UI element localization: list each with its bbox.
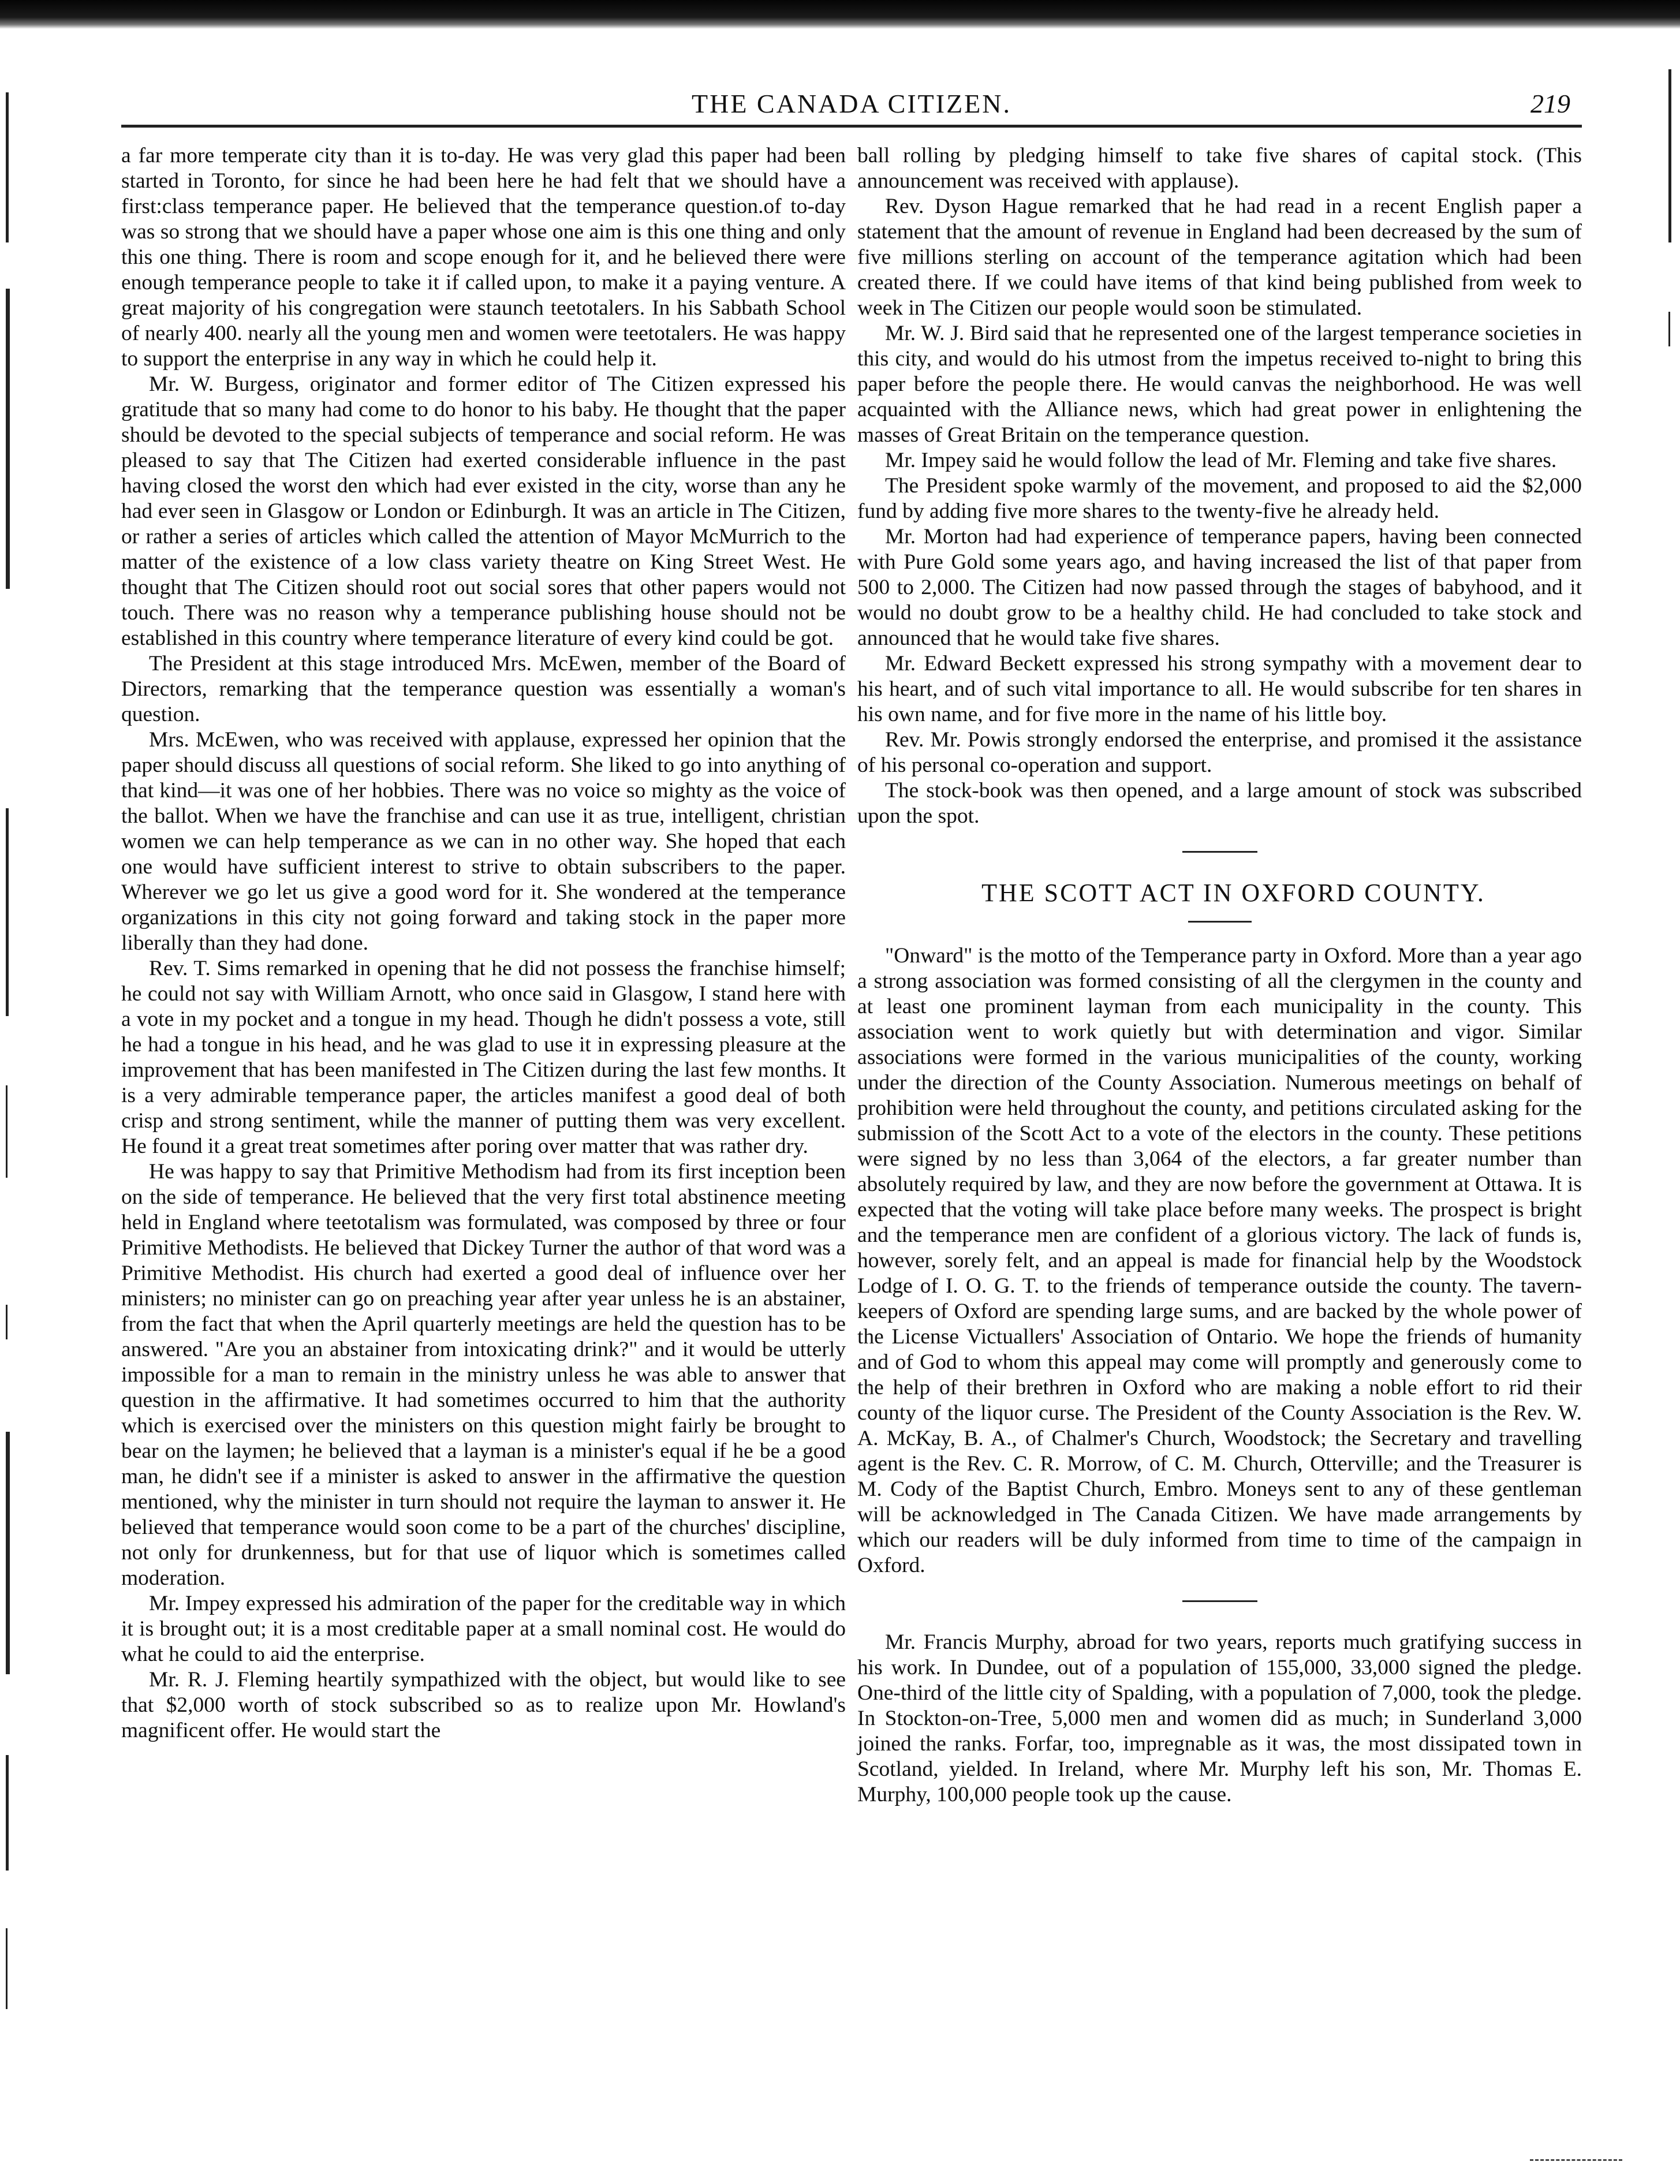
page-number: 219 [1530,89,1570,118]
paragraph: Mr. R. J. Fleming heartily sympathized with the object, but would like to see that $2,000 worth of stock subscribed so as to realize upon Mr. Howland's magnificent offer. He would start the [121,1668,846,1742]
paragraph: He was happy to say that Primitive Methodism had from its first inception been on the side of temperance. He believed that the very first total abstinence meeting held in England where teetotalism was formulated, was composed by three or four Primitive Methodists. He believed that Dickey Turner the author of that word was a Primitive Methodist. His church had exerted a good deal of influence over her ministers; no minister can go on preaching year after year unless he is an abstainer, from the fact that when the April quarterly meetings are held the question has to be answered. "Are you an abstainer from intoxicating drink?" and it would be utterly impossible for a man to remain in the ministry unless he was able to answer that question in the affirmative. It had sometimes occurred to him that the authority which is exercised over the ministers on this question might fairly be brought to bear on the laymen; he believed that a layman is a minister's equal if he be a good man, he didn't see if a minister is asked to answer in the affirmative the question mentioned, why the minister in turn should not require the layman to answer it. He believed that temperance would soon come to be a part of the churches' discipline, not only for drunkenness, but for that use of liquor which is sometimes called moderation. [121,1160,846,1590]
murphy-body: Mr. Francis Murphy, abroad for two years, reports much gratifying success in his work. In Dundee, out of a population of 155,000, 33,000 signed the pledge. One-third of the little city of Spalding, with a population of 7,000, took the pledge. In Stockton-on-Tree, 5,000 men and women did as much; in Sunderland 3,000 joined the ranks. Forfar, too, impregnable as it was, the most dissipated town in Scotland, yielded. In Ireland, where Mr. Murphy left his son, Mr. Thomas E. Murphy, 100,000 people took up the cause. [857,1630,1582,1806]
paragraph: Rev. T. Sims remarked in opening that he did not possess the franchise himself; he could not say with William Arnott, who once said in Glasgow, I stand here with a vote in my pocket and a tongue in my head. Though he didn't possess a vote, still he had a tongue in his head, and he was glad to use it in expressing pleasure at the improvement that has been manifested in The Citizen during the last few months. It is a very admirable temperance paper, the articles manifest a good deal of both crisp and strong sentiment, while the manner of putting them was very excellent. He found it a great treat sometimes after poring over matter that was rather dry. [121,957,846,1158]
paragraph: ball rolling by pledging himself to take five shares of capital stock. (This announcement was received with applause). [857,144,1582,193]
paragraph: Mr. Morton had had experience of temperance papers, having been connected with Pure Gold some years ago, and having increased the list of that paper from 500 to 2,000. The Citizen had now passed through the stages of babyhood, and it would no doubt grow to be a healthy child. He had concluded to take stock and announced that he would take five shares. [857,525,1582,650]
bottom-edge-mark [1530,2159,1622,2161]
paragraph: Mr. Edward Beckett expressed his strong sympathy with a movement dear to his heart, and of such vital importance to all. He would subscribe for ten shares in his own name, and for five more in the name of his little boy. [857,652,1582,726]
paragraph: The stock-book was then opened, and a large amount of stock was subscribed upon the spot. [857,779,1582,828]
paragraph: Rev. Mr. Powis strongly endorsed the enterprise, and promised it the assistance of his personal co-operation and support. [857,728,1582,777]
paragraph: Mr. Impey expressed his admiration of the paper for the creditable way in which it is brought out; it is a most creditable paper at a small nominal cost. He would do what he could to aid the enterprise. [121,1592,846,1666]
header-rule [121,125,1582,128]
paragraph: The President spoke warmly of the movement, and proposed to aid the $2,000 fund by adding five more shares to the twenty-five he already held. [857,474,1582,523]
newspaper-title: THE CANADA CITIZEN. [692,89,1011,118]
right-margin-marks [1659,69,1680,2090]
section-divider [1182,851,1257,853]
paragraph: Mrs. McEwen, who was received with applause, expressed her opinion that the paper should discuss all questions of social reform. She liked to go into anything of that kind—it was one of her hobbies. There was no voice so mighty as the voice of the ballot. When we have the franchise and can use it as true, intelligent, christian women we can help temperance as we can in no other way. She hoped that each one would have sufficient interest to strive to obtain subscribers to the paper. Wherever we go let us give a good word for it. She wondered at the temperance organizations in this city not going forward and taking stock in the paper more liberally than they had done. [121,728,846,955]
section-divider [1182,1600,1257,1602]
left-margin-marks [0,92,21,2055]
paragraph: Mr. W. Burgess, originator and former editor of The Citizen expressed his gratitude that so many had come to do honor to his baby. He thought that the paper should be devoted to the special subjects of temperance and social reform. He was pleased to say that The Citizen had exerted considerable influence in the past having closed the worst den which had ever existed in the city, worse than any he had ever seen in Glasgow or London or Edinburgh. It was an article in The Citizen, or rather a series of articles which called the attention of Mayor McMurrich to the matter of the existence of a low class variety theatre on King Street West. He thought that The Citizen should root out social sores that other papers would not touch. There was no reason why a temperance publishing house should not be established in this country where temperance literature of every kind could be got. [121,372,846,650]
title-underline [1188,921,1252,923]
left-column [121,143,846,1744]
paragraph: Mr. W. J. Bird said that he represented one of the largest temperance societies in this city, and would do his utmost from the impetus received to-night to bring this paper before the people there. He would canvas the neighborhood. He was well acquainted with the Alliance news, which had great power in enlightening the masses of Great Britain on the temperance question. [857,322,1582,447]
scott-act-title: THE SCOTT ACT IN OXFORD COUNTY. [981,879,1485,907]
page-top-edge [0,0,1680,29]
paragraph: a far more temperate city than it is to-day. He was very glad this paper had been started in Toronto, for since he had been here he had felt that we should have a first:class temperance paper. He believed that the temperance question.of to-day was so strong that we should have a paper whose one aim is this one thing and only this one thing. There is room and scope enough for it, and he believed there were enough temperance people to take it if called upon, to make it a paying venture. A great majority of his congregation were staunch teetotalers. In his Sabbath School of nearly 400. nearly all the young men and women were teetotalers. He was happy to support the enterprise in any way in which he could help it. [121,144,846,371]
paragraph: The President at this stage introduced Mrs. McEwen, member of the Board of Directors, remarking that the temperance question was essentially a woman's question. [121,652,846,726]
scott-act-body: "Onward" is the motto of the Temperance party in Oxford. More than a year ago a strong association was formed consisting of all the clergymen in the county and at least one prominent layman from each municipality in the county. This association went to work quietly but with determination and vigor. Similar associations were formed in the various municipalities of the county, working under the direction of the County Association. Numerous meetings on behalf of prohibition were held throughout the county, and petitions circulated asking for the submission of the Scott Act to a vote of the electors in the county. These petitions were signed by no less than 3,064 of the electors, a far greater number than absolutely required by law, and they are now before the government at Ottawa. It is expected that the voting will take place before many weeks. The prospect is bright and the temperance men are confident of a glorious victory. The lack of funds is, however, sorely felt, and an appeal is made for financial help by the Woodstock Lodge of I. O. G. T. to the friends of temperance outside the county. The tavern-keepers of Oxford are spending large sums, and are backed by the whole power of the License Victuallers' Association of Ontario. We hope the friends of humanity and of God to whom this appeal may come will promptly and generously come to the help of their brethren in Oxford who are making a noble effort to rid their county of the liquor curse. The President of the County Association is the Rev. W. A. McKay, B. A., of Chalmer's Church, Woodstock; the Secretary and travelling agent is the Rev. C. R. Morrow, of C. M. Church, Otterville; and the Treasurer is M. Cody of the Baptist Church, Embro. Moneys sent to any of these gentleman will be acknowledged in The Canada Citizen. We have made arrangements by which our readers will be duly informed from time to time of the campaign in Oxford. [857,944,1582,1577]
page-header [121,87,1582,121]
paragraph: Mr. Impey said he would follow the lead of Mr. Fleming and take five shares. [885,449,1557,472]
paragraph: Rev. Dyson Hague remarked that he had read in a recent English paper a statement that the amount of revenue in England had been decreased by the sum of five millions sterling on account of the temperance agitation which had been created there. If we could have items of that kind being published from week to week in The Citizen our people would soon be stimulated. [857,195,1582,320]
right-column [857,143,1582,1808]
